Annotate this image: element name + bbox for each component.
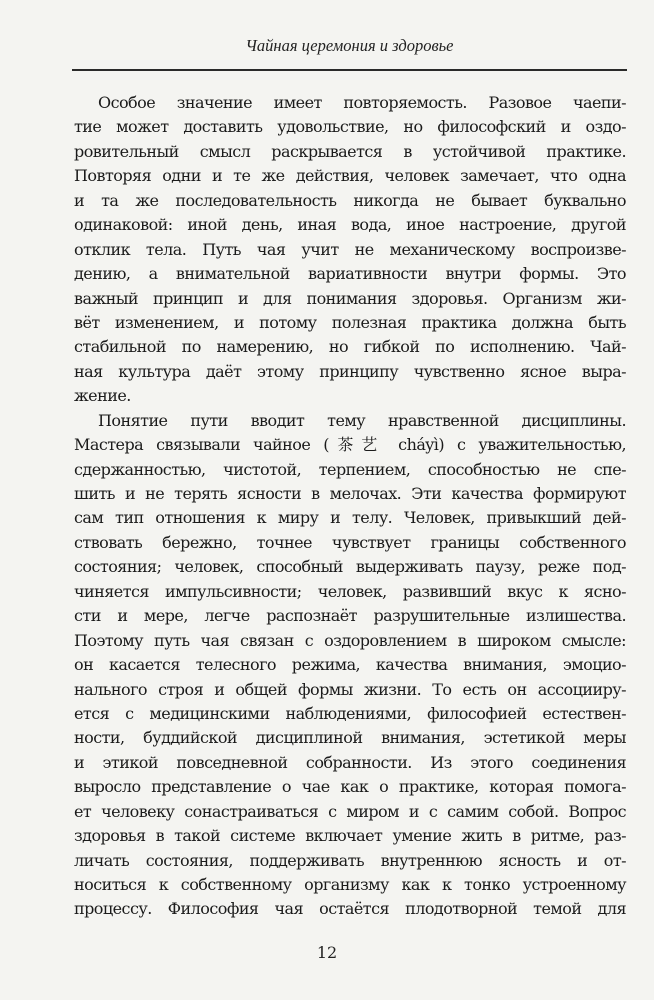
text-line: ствовать бережно, точнее чувствует границы собственного <box>74 532 626 552</box>
text-line: стабильной по намерению, но гибкой по исполнению. Чай- <box>74 337 626 357</box>
text-line: ная культура даёт этому принципу чувственно ясное выра- <box>74 361 626 381</box>
text-line: Особое значение имеет повторяемость. Разовое чаепи- <box>98 93 626 112</box>
text-line: Понятие пути вводит тему нравственной дисциплины. <box>98 410 626 430</box>
text-line: тие может доставить удовольствие, но философский и оздо- <box>74 117 626 137</box>
paragraph <box>74 409 626 922</box>
text-line: нального строя и общей формы жизни. То есть он ассоцииру- <box>74 679 626 699</box>
text-line: ется с медицинскими наблюдениями, философией естествен- <box>74 703 626 723</box>
text-line: Поэтому путь чая связан с оздоровлением в широком смысле: <box>74 630 626 650</box>
text-line: сдержанностью, чистотой, терпением, способностью не спе- <box>74 459 626 479</box>
text-line: он касается телесного режима, качества внимания, эмоцио- <box>74 655 626 675</box>
text-line: отклик тела. Путь чая учит не механическому воспроизве- <box>74 239 626 259</box>
text-line: личать состояния, поддерживать внутреннюю ясность и от- <box>74 850 626 870</box>
text-line: сам тип отношения к миру и телу. Человек, привыкший дей- <box>74 508 626 528</box>
paragraph <box>74 91 626 409</box>
text-line: носиться к собственному организму как к тонко устроенному <box>74 875 626 894</box>
text-line: важный принцип и для понимания здоровья. Организм жи- <box>74 288 626 308</box>
text-line: ности, буддийской дисциплиной внимания, эстетикой меры <box>74 728 626 748</box>
text-line: вёт изменением, и потому полезная практика должна быть <box>74 312 626 332</box>
text-line: шить и не терять ясности в мелочах. Эти качества формируют <box>74 484 626 503</box>
text-line: дению, а внимательной вариативности внутри формы. Это <box>74 264 626 284</box>
page-number: 12 <box>316 943 338 962</box>
text-line: Мастера связывали чайное (茶艺 cháyì) с уважительностью, <box>74 435 626 455</box>
text-line: чиняется импульсивности; человек, развивший вкус к ясно- <box>74 581 626 601</box>
text-line: ет человеку сонастраиваться с миром и с самим собой. Вопрос <box>74 801 626 821</box>
text-line: одинаковой: иной день, иная вода, иное настроение, другой <box>74 215 626 235</box>
text-line: и та же последовательность никогда не бывает буквально <box>74 190 626 210</box>
text-line: выросло представление о чае как о практике, которая помога- <box>74 777 626 797</box>
body-text <box>74 91 626 922</box>
text-line: процессу. Философия чая остаётся плодотворной темой для <box>74 899 626 919</box>
text-line: Повторяя одни и те же действия, человек замечает, что одна <box>74 166 626 186</box>
text-line: здоровья в такой системе включает умение жить в ритме, раз- <box>74 826 626 846</box>
text-line: состояния; человек, способный выдерживать паузу, реже под- <box>74 557 626 577</box>
header-rule <box>72 69 627 71</box>
text-line: и этикой повседневной собранности. Из этого соединения <box>74 752 626 772</box>
text-line: жение. <box>74 386 131 406</box>
text-line: сти и мере, легче распознаёт разрушительные излишества. <box>74 606 626 626</box>
text-line: ровительный смысл раскрывается в устойчивой практике. <box>74 141 626 161</box>
running-head: Чайная церемония и здоровье <box>245 36 454 55</box>
